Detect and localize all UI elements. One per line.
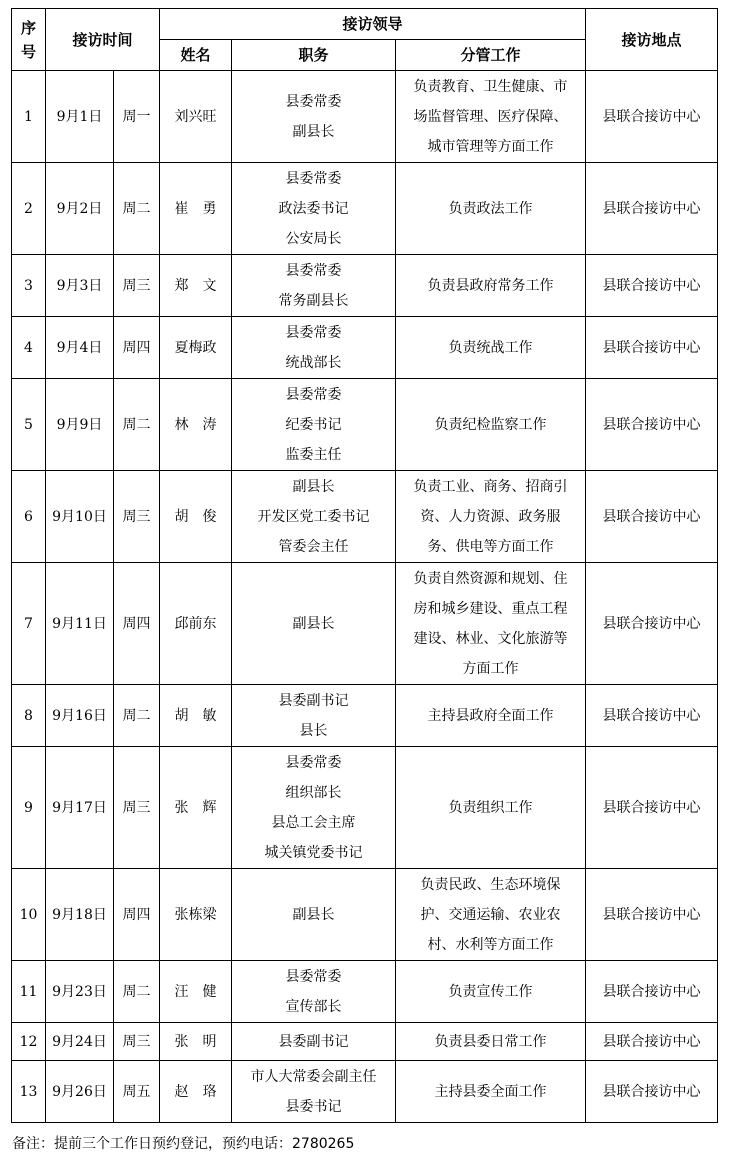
duty-cell-line: 村、水利等方面工作	[427, 936, 554, 953]
place-cell: 县联合接访中心	[586, 1023, 718, 1061]
name-cell: 张 辉	[160, 747, 232, 869]
table-row	[12, 379, 718, 471]
place-cell: 县联合接访中心	[586, 71, 718, 163]
duty-cell-line: 主持县政府全面工作	[427, 707, 554, 724]
weekday-cell: 周三	[114, 747, 160, 869]
position-cell-line: 县委常委	[285, 324, 342, 341]
place-cell: 县联合接访中心	[586, 379, 718, 471]
duty-cell-line: 建设、林业、文化旅游等	[413, 630, 568, 647]
header-seq	[12, 9, 46, 71]
name-cell: 胡 俊	[160, 471, 232, 563]
position-cell-line: 纪委书记	[285, 416, 342, 433]
place-cell: 县联合接访中心	[586, 747, 718, 869]
weekday-cell: 周四	[114, 869, 160, 961]
place-cell: 县联合接访中心	[586, 869, 718, 961]
duty-cell-line: 负责统战工作	[448, 339, 533, 356]
duty-cell	[396, 1061, 586, 1123]
name-cell: 刘兴旺	[160, 71, 232, 163]
seq-cell: 4	[12, 317, 46, 379]
position-cell-line: 县长	[299, 722, 328, 739]
header-time: 接访时间	[46, 9, 160, 71]
position-cell	[232, 163, 396, 255]
seq-cell: 9	[12, 747, 46, 869]
position-cell	[232, 685, 396, 747]
duty-cell-line: 负责纪检监察工作	[434, 416, 547, 433]
place-cell: 县联合接访中心	[586, 563, 718, 685]
name-cell: 汪 健	[160, 961, 232, 1023]
duty-cell-line: 负责工业、商务、招商引	[413, 478, 568, 495]
table-row	[12, 163, 718, 255]
position-cell-line: 政法委书记	[278, 200, 349, 217]
duty-cell-line: 务、供电等方面工作	[427, 538, 554, 555]
position-cell	[232, 317, 396, 379]
name-cell: 赵 珞	[160, 1061, 232, 1123]
position-cell-line: 县委常委	[285, 386, 342, 403]
duty-cell	[396, 563, 586, 685]
duty-cell-line: 负责组织工作	[448, 799, 533, 816]
duty-cell-line: 场监督管理、医疗保障、	[413, 108, 568, 125]
duty-cell	[396, 317, 586, 379]
reception-schedule-table	[11, 8, 718, 1123]
footnote: 备注：提前三个工作日预约登记，预约电话：2780265	[12, 1136, 355, 1152]
position-cell-line: 县委常委	[285, 968, 342, 985]
place-cell: 县联合接访中心	[586, 961, 718, 1023]
weekday-cell: 周四	[114, 563, 160, 685]
duty-cell-line: 房和城乡建设、重点工程	[413, 600, 568, 617]
name-cell: 崔 勇	[160, 163, 232, 255]
header-seq-char-2: 号	[20, 42, 36, 61]
date-cell: 9月2日	[46, 163, 114, 255]
position-cell	[232, 379, 396, 471]
place-cell: 县联合接访中心	[586, 685, 718, 747]
position-cell-line: 市人大常委会副主任	[250, 1068, 377, 1085]
position-cell	[232, 255, 396, 317]
date-cell: 9月10日	[46, 471, 114, 563]
place-cell: 县联合接访中心	[586, 1061, 718, 1123]
duty-cell-line: 负责县政府常务工作	[427, 277, 554, 294]
position-cell-line: 县委常委	[285, 93, 342, 110]
position-cell-line: 宣传部长	[285, 998, 342, 1015]
position-cell	[232, 1061, 396, 1123]
header-place: 接访地点	[586, 9, 718, 71]
seq-cell: 1	[12, 71, 46, 163]
position-cell-line: 副县长	[292, 478, 335, 495]
position-cell	[232, 71, 396, 163]
table-row	[12, 685, 718, 747]
table-row	[12, 471, 718, 563]
weekday-cell: 周三	[114, 471, 160, 563]
place-cell: 县联合接访中心	[586, 255, 718, 317]
date-cell: 9月9日	[46, 379, 114, 471]
position-cell-line: 组织部长	[285, 784, 342, 801]
table-row	[12, 255, 718, 317]
seq-cell: 3	[12, 255, 46, 317]
weekday-cell: 周二	[114, 961, 160, 1023]
table-row	[12, 747, 718, 869]
place-cell: 县联合接访中心	[586, 163, 718, 255]
table-row	[12, 1061, 718, 1123]
position-cell	[232, 747, 396, 869]
duty-cell-line: 负责自然资源和规划、住	[413, 570, 568, 587]
position-cell-line: 管委会主任	[278, 538, 349, 555]
position-cell	[232, 563, 396, 685]
name-cell: 夏梅政	[160, 317, 232, 379]
date-cell: 9月17日	[46, 747, 114, 869]
position-cell-line: 副县长	[292, 615, 335, 632]
duty-cell-line: 负责政法工作	[448, 200, 533, 217]
position-cell	[232, 471, 396, 563]
duty-cell-line: 主持县委全面工作	[434, 1083, 547, 1100]
name-cell: 林 涛	[160, 379, 232, 471]
date-cell: 9月16日	[46, 685, 114, 747]
position-cell-line: 县委书记	[285, 1098, 342, 1115]
header-seq-char-1: 序	[20, 18, 36, 37]
table-row	[12, 961, 718, 1023]
place-cell: 县联合接访中心	[586, 317, 718, 379]
name-cell: 张 明	[160, 1023, 232, 1061]
position-cell-line: 县委常委	[285, 170, 342, 187]
seq-cell: 12	[12, 1023, 46, 1061]
date-cell: 9月26日	[46, 1061, 114, 1123]
name-cell: 张栋梁	[160, 869, 232, 961]
position-cell-line: 监委主任	[285, 446, 342, 463]
duty-cell	[396, 961, 586, 1023]
position-cell-line: 县委副书记	[278, 1033, 349, 1050]
weekday-cell: 周三	[114, 255, 160, 317]
schedule-body	[12, 71, 718, 1123]
date-cell: 9月3日	[46, 255, 114, 317]
duty-cell-line: 城市管理等方面工作	[427, 138, 554, 155]
weekday-cell: 周一	[114, 71, 160, 163]
duty-cell	[396, 379, 586, 471]
position-cell-line: 常务副县长	[278, 292, 349, 309]
duty-cell	[396, 685, 586, 747]
table-row	[12, 563, 718, 685]
position-cell-line: 县委常委	[285, 262, 342, 279]
position-cell-line: 城关镇党委书记	[264, 844, 363, 861]
duty-cell	[396, 71, 586, 163]
position-cell-line: 公安局长	[285, 230, 342, 247]
date-cell: 9月4日	[46, 317, 114, 379]
duty-cell	[396, 747, 586, 869]
weekday-cell: 周二	[114, 163, 160, 255]
date-cell: 9月18日	[46, 869, 114, 961]
duty-cell	[396, 163, 586, 255]
seq-cell: 13	[12, 1061, 46, 1123]
header-name: 姓名	[160, 40, 232, 71]
weekday-cell: 周二	[114, 379, 160, 471]
position-cell-line: 副县长	[292, 123, 335, 140]
weekday-cell: 周四	[114, 317, 160, 379]
duty-cell-line: 负责县委日常工作	[434, 1033, 547, 1050]
weekday-cell: 周三	[114, 1023, 160, 1061]
header-leader: 接访领导	[160, 9, 586, 40]
header-row-top	[12, 9, 718, 40]
duty-cell-line: 方面工作	[462, 660, 519, 677]
position-cell	[232, 1023, 396, 1061]
date-cell: 9月11日	[46, 563, 114, 685]
seq-cell: 11	[12, 961, 46, 1023]
position-cell-line: 县委常委	[285, 754, 342, 771]
position-cell	[232, 961, 396, 1023]
header-duty: 分管工作	[396, 40, 586, 71]
duty-cell	[396, 1023, 586, 1061]
table-row	[12, 71, 718, 163]
duty-cell-line: 负责民政、生态环境保	[420, 876, 561, 893]
position-cell-line: 县总工会主席	[271, 814, 356, 831]
place-cell: 县联合接访中心	[586, 471, 718, 563]
duty-cell	[396, 255, 586, 317]
date-cell: 9月1日	[46, 71, 114, 163]
seq-cell: 7	[12, 563, 46, 685]
position-cell-line: 县委副书记	[278, 692, 349, 709]
seq-cell: 8	[12, 685, 46, 747]
duty-cell-line: 资、人力资源、政务服	[420, 508, 561, 525]
duty-cell-line: 负责教育、卫生健康、市	[413, 78, 568, 95]
weekday-cell: 周二	[114, 685, 160, 747]
name-cell: 郑 文	[160, 255, 232, 317]
position-cell	[232, 869, 396, 961]
seq-cell: 5	[12, 379, 46, 471]
seq-cell: 6	[12, 471, 46, 563]
date-cell: 9月23日	[46, 961, 114, 1023]
table-row	[12, 869, 718, 961]
seq-cell: 2	[12, 163, 46, 255]
weekday-cell: 周五	[114, 1061, 160, 1123]
duty-cell	[396, 869, 586, 961]
position-cell-line: 统战部长	[285, 354, 342, 371]
position-cell-line: 副县长	[292, 906, 335, 923]
table-row	[12, 317, 718, 379]
table-row	[12, 1023, 718, 1061]
date-cell: 9月24日	[46, 1023, 114, 1061]
name-cell: 胡 敏	[160, 685, 232, 747]
seq-cell: 10	[12, 869, 46, 961]
position-cell-line: 开发区党工委书记	[257, 508, 370, 525]
duty-cell	[396, 471, 586, 563]
name-cell: 邱前东	[160, 563, 232, 685]
duty-cell-line: 负责宣传工作	[448, 983, 533, 1000]
duty-cell-line: 护、交通运输、农业农	[420, 906, 561, 923]
header-position: 职务	[232, 40, 396, 71]
